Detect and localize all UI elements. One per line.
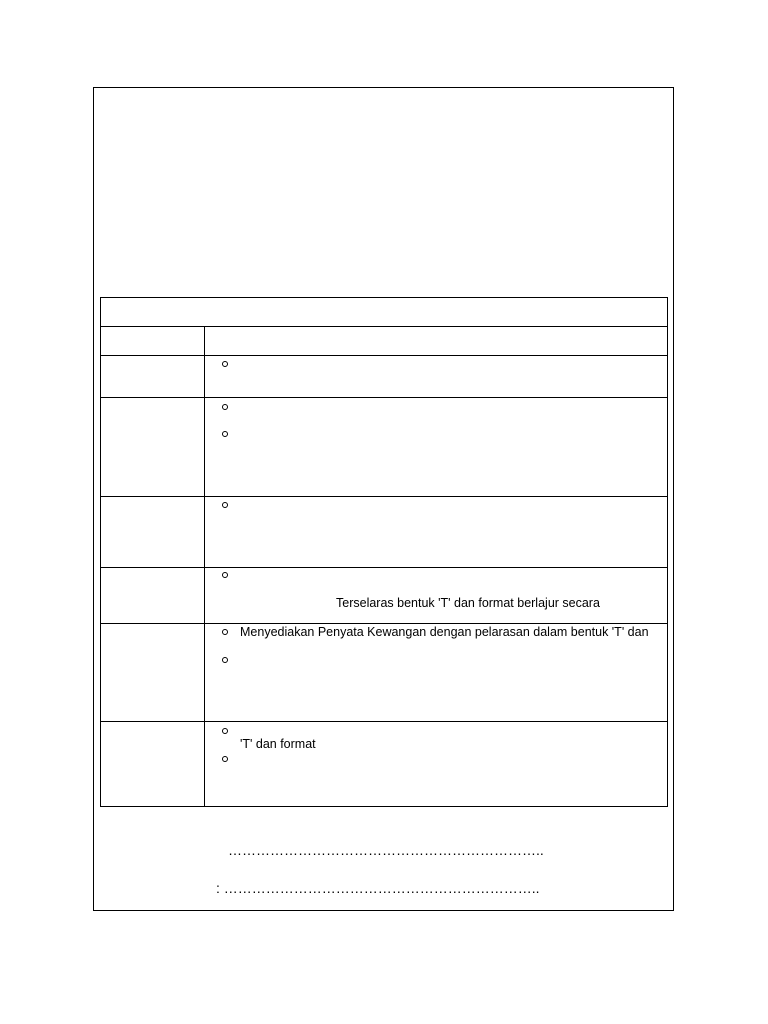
bullet-icon bbox=[222, 572, 228, 578]
table-column-divider bbox=[204, 326, 205, 806]
table-row-divider bbox=[101, 721, 667, 722]
signature-dotted-line: ………………………………………………………….. bbox=[228, 842, 544, 858]
row6-text: 'T' dan format bbox=[240, 737, 316, 751]
table-row-divider bbox=[101, 355, 667, 356]
table-row-divider bbox=[101, 567, 667, 568]
bullet-icon bbox=[222, 756, 228, 762]
bullet-icon bbox=[222, 404, 228, 410]
bullet-icon bbox=[222, 728, 228, 734]
date-dotted-line: : ………………………………………………………….. bbox=[216, 880, 540, 896]
bullet-icon bbox=[222, 657, 228, 663]
row4-text: Terselaras bentuk 'T' dan format berlajur secara bbox=[336, 596, 600, 610]
table-row-divider bbox=[101, 496, 667, 497]
table-row-divider bbox=[101, 623, 667, 624]
bullet-icon bbox=[222, 629, 228, 635]
row5-text: Menyediakan Penyata Kewangan dengan pelarasan dalam bentuk 'T' dan bbox=[240, 625, 649, 639]
bullet-icon bbox=[222, 431, 228, 437]
bullet-icon bbox=[222, 361, 228, 367]
table-row-divider bbox=[101, 397, 667, 398]
bullet-icon bbox=[222, 502, 228, 508]
table-row-divider bbox=[101, 326, 667, 327]
rubric-table bbox=[100, 297, 668, 807]
